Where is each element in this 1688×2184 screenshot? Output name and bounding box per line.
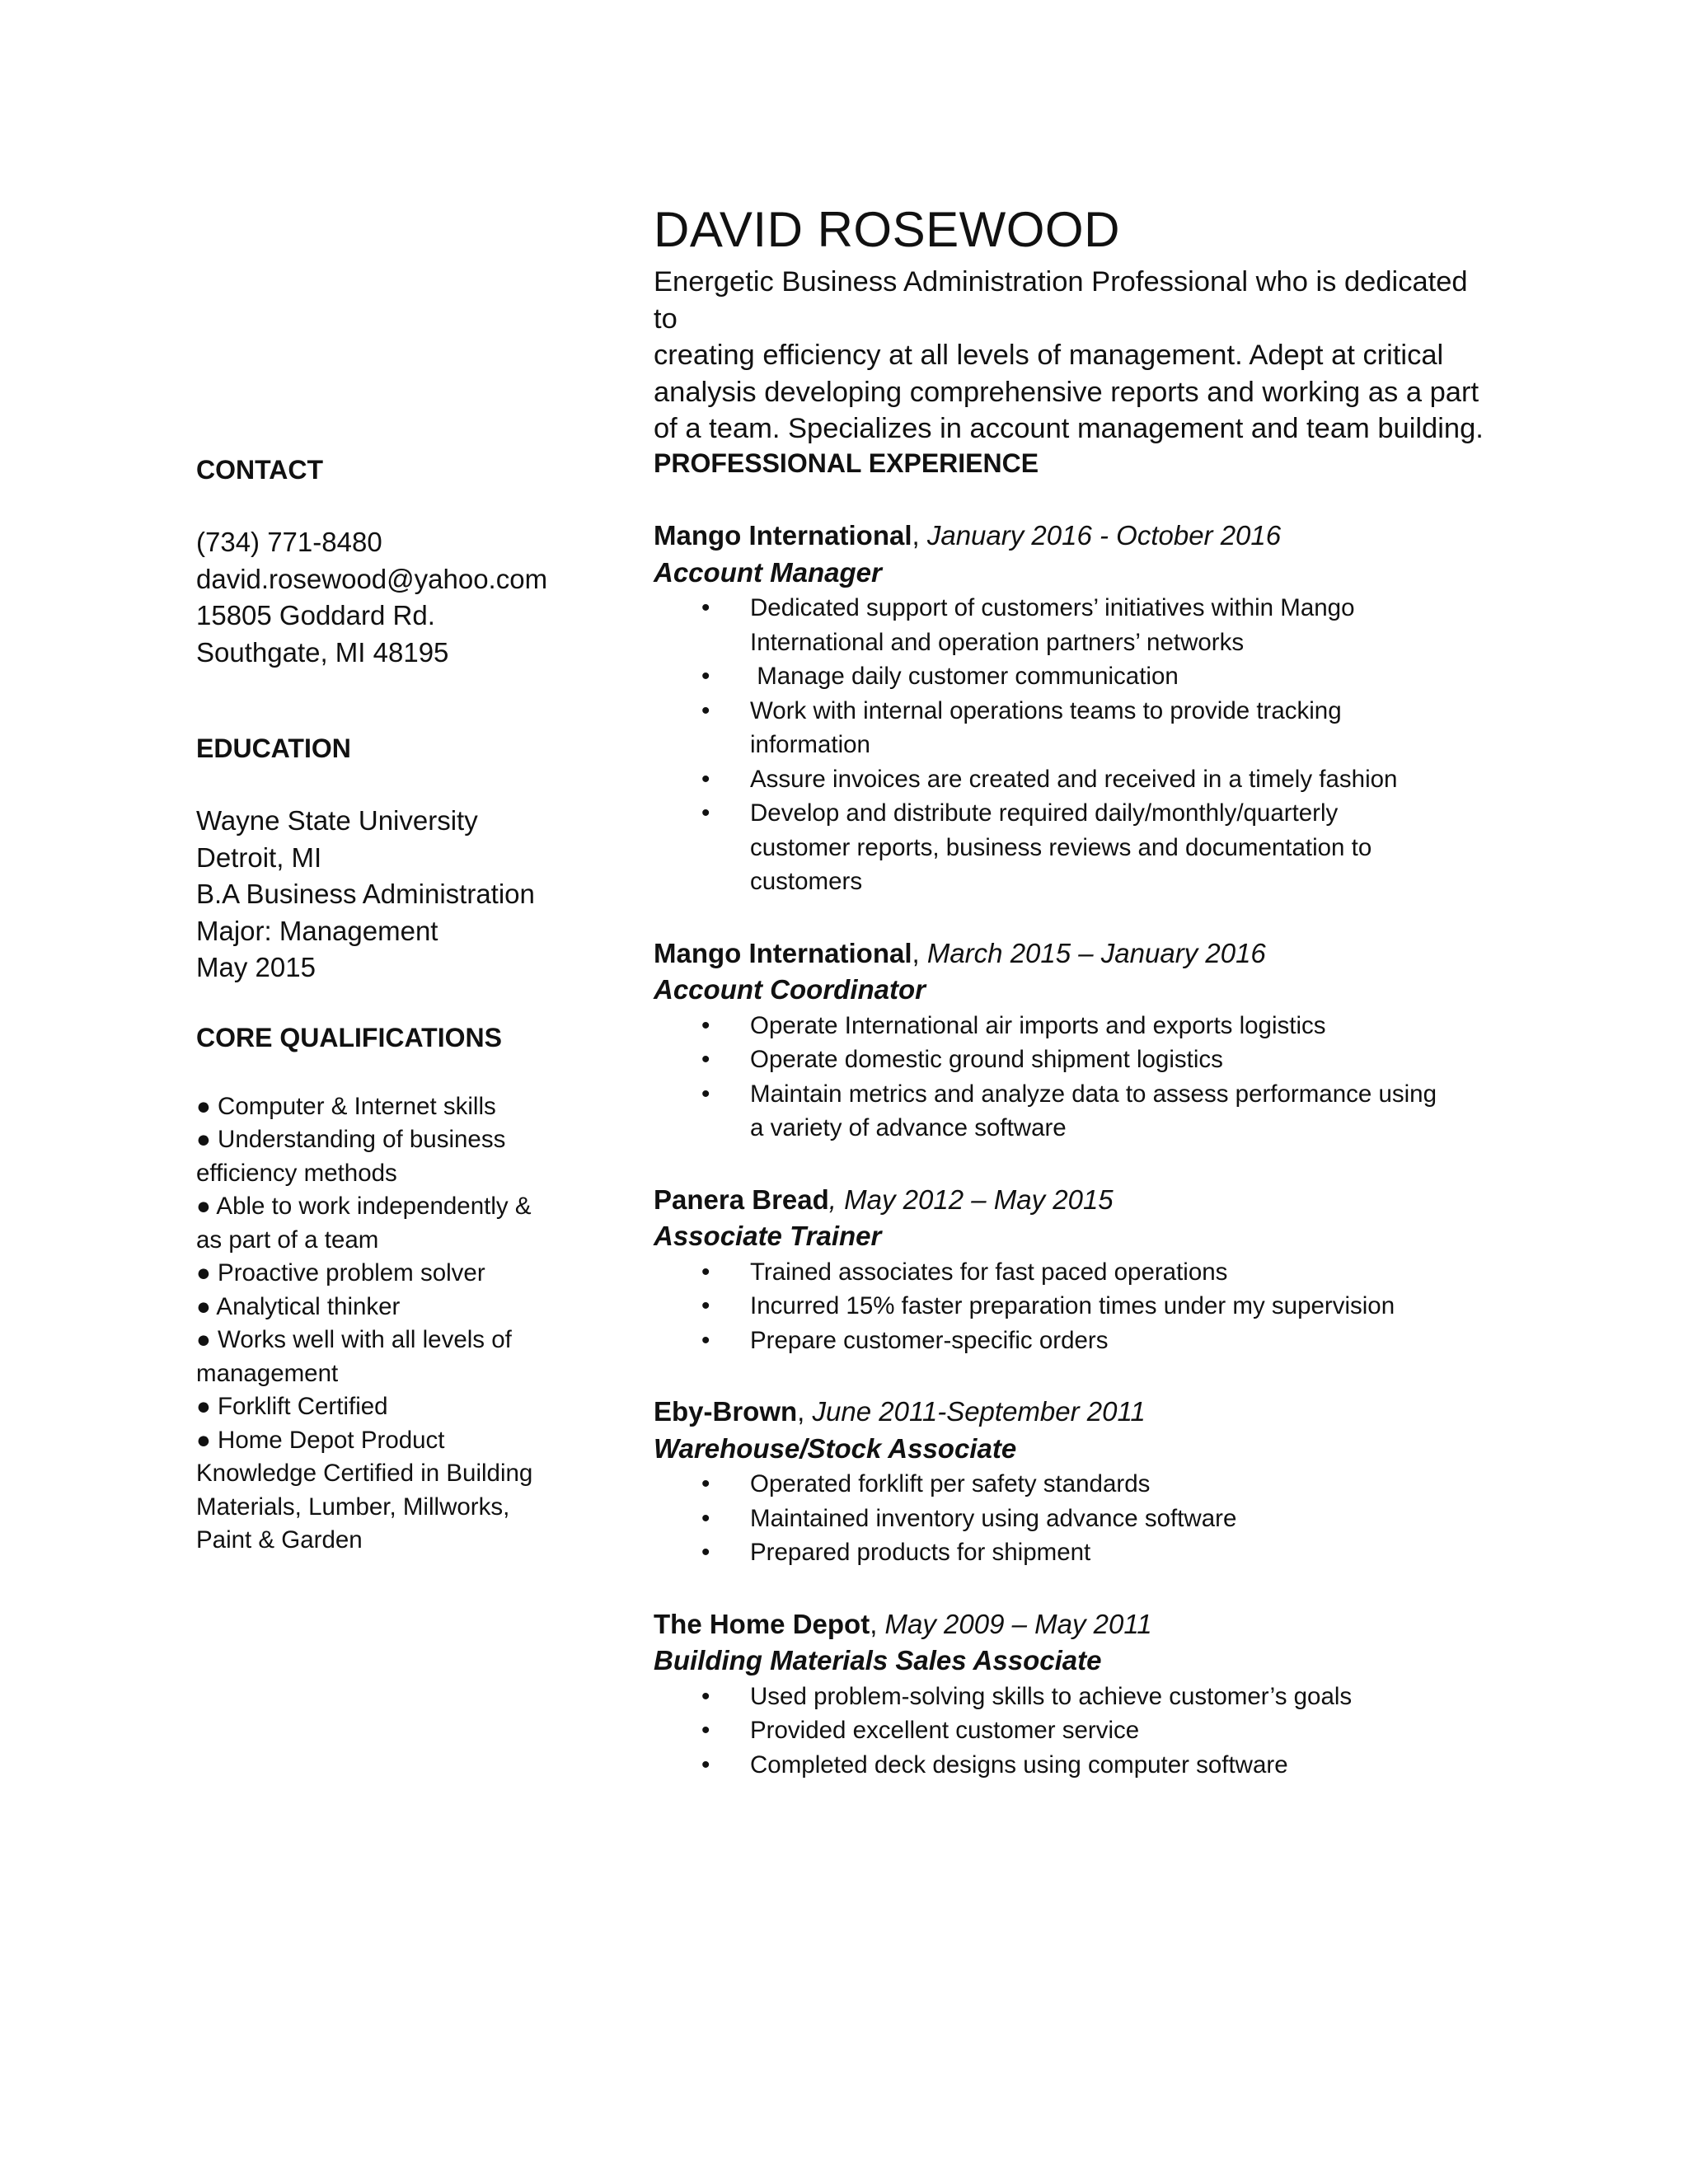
bullet-icon: •: [701, 1011, 710, 1039]
bullet-icon: •: [701, 1080, 710, 1108]
bullet-text: International and operation partners’ networks: [750, 628, 1245, 656]
qualifications-heading: CORE QUALIFICATIONS: [196, 1022, 502, 1052]
bullet-text: Assure invoices are created and received in a timely fashion: [750, 765, 1398, 793]
job-dates: May 2012 – May 2015: [844, 1183, 1114, 1215]
bullet-text: Manage daily customer communication: [750, 663, 1179, 690]
job-bullet: [654, 1502, 1451, 1536]
job-separator: ,: [797, 1396, 813, 1427]
bullet-text: Incurred 15% faster preparation times under my supervision: [750, 1292, 1395, 1319]
bullet-text: Trained associates for fast paced operations: [750, 1258, 1228, 1286]
bullet-text: Develop and distribute required daily/monthly/quarterly: [750, 799, 1339, 827]
job-dates: May 2009 – May 2011: [884, 1608, 1152, 1639]
bullet-text: customer reports, business reviews and documentation to: [750, 833, 1372, 861]
bullet-icon: •: [701, 1539, 710, 1566]
left-column: [196, 452, 575, 1558]
bullet-icon: •: [701, 1046, 710, 1073]
contact-section: [196, 452, 575, 671]
job-bullet: [654, 1255, 1451, 1290]
job-header: [654, 1606, 1494, 1643]
bullet-text: a variety of advance software: [750, 1114, 1067, 1141]
qualification-line: ● Forklift Certified: [196, 1393, 388, 1420]
job-bullet: [654, 1324, 1451, 1358]
contact-address-line1: 15805 Goddard Rd.: [196, 600, 435, 630]
job-header: [654, 1182, 1494, 1219]
job-bullets: [654, 591, 1494, 899]
contact-details: [196, 524, 575, 671]
job-bullet: [654, 762, 1451, 797]
job-header: [654, 518, 1494, 555]
education-date: May 2015: [196, 952, 316, 982]
bullet-icon: •: [701, 1292, 710, 1319]
bullet-icon: •: [701, 1750, 710, 1779]
qualification-line: as part of a team: [196, 1226, 379, 1254]
bullet-icon: •: [701, 1470, 710, 1497]
job-entry: [654, 1394, 1494, 1570]
bullet-text: Operate domestic ground shipment logistics: [750, 1046, 1223, 1073]
bullet-icon: •: [701, 1326, 710, 1354]
bullet-text: Maintain metrics and analyze data to assess performance using: [750, 1080, 1437, 1108]
qualification-line: ● Computer & Internet skills: [196, 1092, 496, 1120]
education-major: Major: Management: [196, 915, 438, 946]
contact-email: david.rosewood@yahoo.com: [196, 563, 548, 594]
job-bullet: [654, 1535, 1451, 1570]
contact-phone: (734) 771-8480: [196, 527, 382, 557]
job-dates: March 2015 – January 2016: [926, 937, 1266, 968]
bullet-icon: •: [701, 1258, 710, 1286]
contact-heading: CONTACT: [196, 455, 324, 485]
qualification-line: Knowledge Certified in Building: [196, 1460, 533, 1487]
qualification-line: management: [196, 1359, 339, 1387]
job-bullet: [654, 1043, 1451, 1077]
qualification-line: efficiency methods: [196, 1159, 397, 1187]
experience-heading: PROFESSIONAL EXPERIENCE: [654, 448, 1039, 478]
candidate-name: DAVID ROSEWOOD: [654, 202, 1120, 257]
qualification-line: ● Home Depot Product: [196, 1426, 445, 1454]
job-separator: ,: [912, 520, 927, 551]
bullet-text: Completed deck designs using computer software: [750, 1750, 1288, 1779]
resume-header: [654, 196, 1494, 448]
qualification-line: ● Works well with all levels of: [196, 1326, 512, 1353]
bullet-text: Provided excellent customer service: [750, 1717, 1140, 1744]
job-bullet: [654, 1077, 1451, 1146]
job-entry: [654, 1182, 1494, 1358]
bullet-icon: •: [701, 765, 710, 793]
qualifications-section: [196, 1019, 575, 1558]
job-dates: January 2016 - October 2016: [926, 520, 1282, 551]
qualification-line: ● Able to work independently &: [196, 1193, 532, 1220]
summary-line: creating efficiency at all levels of management. Adept at critical: [654, 340, 1444, 371]
bullet-text: Operated forklift per safety standards: [750, 1470, 1151, 1497]
qualification-line: ● Proactive problem solver: [196, 1259, 485, 1286]
bullet-icon: •: [701, 594, 710, 621]
bullet-text: Maintained inventory using advance software: [750, 1504, 1237, 1532]
summary-line: of a team. Specializes in account management and team building.: [654, 413, 1484, 444]
summary: [654, 264, 1494, 448]
bullet-icon: •: [701, 799, 710, 827]
job-title: Associate Trainer: [654, 1221, 882, 1251]
job-separator: ,: [828, 1183, 845, 1215]
summary-line: Energetic Business Administration Professional who is dedicated to: [654, 266, 1468, 335]
job-separator: ,: [912, 937, 927, 968]
education-section: [196, 730, 575, 987]
job-bullet: [654, 1009, 1451, 1043]
education-school: Wayne State University: [196, 805, 478, 836]
job-header: [654, 935, 1494, 972]
job-bullets: [654, 1009, 1494, 1146]
qualifications-list: [196, 1090, 575, 1558]
education-location: Detroit, MI: [196, 841, 322, 873]
bullet-icon: •: [701, 1504, 710, 1532]
job-bullet: [654, 659, 1451, 694]
bullet-icon: •: [701, 1682, 710, 1710]
bullet-icon: •: [701, 1717, 710, 1744]
job-company: Mango International: [654, 520, 912, 551]
bullet-text: Operate International air imports and exports logistics: [750, 1011, 1326, 1039]
job-bullets: [654, 1680, 1494, 1783]
job-company: Mango International: [654, 937, 912, 968]
education-heading: EDUCATION: [196, 733, 351, 763]
qualification-line: ● Analytical thinker: [196, 1292, 401, 1320]
summary-line: analysis developing comprehensive reports and working as a part: [654, 376, 1479, 408]
job-company: The Home Depot: [654, 1608, 870, 1639]
contact-address-line2: Southgate, MI 48195: [196, 636, 449, 668]
job-bullet: [654, 1467, 1451, 1502]
job-separator: ,: [870, 1608, 885, 1639]
job-bullet: [654, 591, 1451, 659]
qualification-line: ● Understanding of business: [196, 1126, 506, 1153]
job-entry: [654, 518, 1494, 899]
job-title: Warehouse/Stock Associate: [654, 1432, 1017, 1464]
experience-section: [654, 445, 1494, 1782]
job-entry: [654, 935, 1494, 1146]
job-bullet: [654, 1680, 1451, 1714]
job-title: Account Manager: [654, 556, 882, 588]
bullet-icon: •: [701, 663, 710, 690]
bullet-text: Prepared products for shipment: [750, 1539, 1091, 1566]
job-bullet: [654, 1713, 1451, 1748]
bullet-text: Dedicated support of customers’ initiatives within Mango: [750, 594, 1355, 621]
job-header: [654, 1394, 1494, 1431]
job-bullet: [654, 796, 1451, 899]
job-entry: [654, 1606, 1494, 1783]
job-bullet: [654, 694, 1451, 762]
bullet-text: Prepare customer-specific orders: [750, 1326, 1109, 1354]
education-degree: B.A Business Administration: [196, 879, 535, 909]
job-bullets: [654, 1467, 1494, 1570]
job-bullets: [654, 1255, 1494, 1358]
qualification-line: Materials, Lumber, Millworks,: [196, 1493, 510, 1521]
bullet-text: Work with internal operations teams to provide tracking: [750, 696, 1342, 724]
job-company: Panera Bread: [654, 1183, 829, 1215]
bullet-icon: •: [701, 696, 710, 724]
education-details: [196, 803, 575, 987]
bullet-text: Used problem-solving skills to achieve customer’s goals: [750, 1682, 1353, 1710]
bullet-text: information: [750, 731, 870, 758]
job-bullet: [654, 1748, 1451, 1783]
bullet-text: customers: [750, 868, 863, 895]
job-company: Eby-Brown: [654, 1396, 798, 1427]
job-title: Building Materials Sales Associate: [654, 1645, 1102, 1675]
job-title: Account Coordinator: [654, 974, 926, 1005]
job-dates: June 2011-September 2011: [812, 1396, 1146, 1427]
qualification-line: Paint & Garden: [196, 1526, 363, 1554]
job-bullet: [654, 1289, 1451, 1324]
